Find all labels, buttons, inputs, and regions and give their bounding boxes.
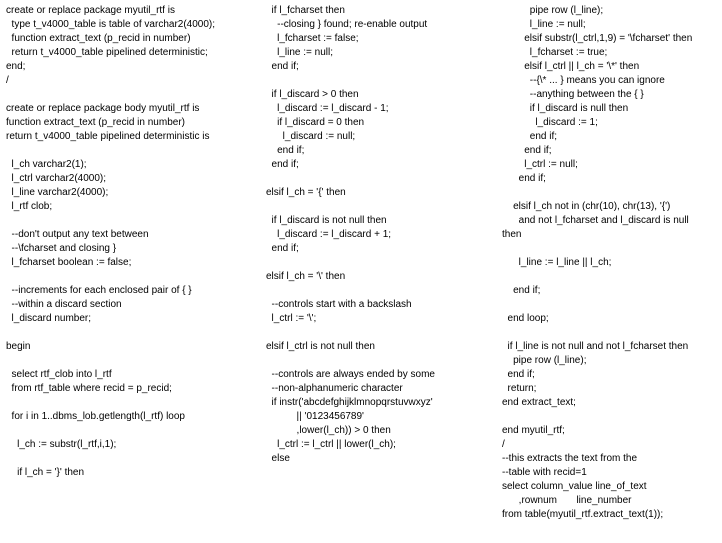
code-line: elsif substr(l_ctrl,1,9) = '\fcharset' then: [502, 33, 693, 44]
code-line: [502, 270, 720, 284]
code-line: ,rownum line_number: [502, 495, 632, 506]
code-line: l_ch := substr(l_rtf,i,1);: [6, 439, 117, 450]
code-column-2: [266, 4, 496, 466]
code-line: l_fcharset := true;: [502, 47, 608, 58]
code-line: if l_discard is null then: [502, 103, 629, 114]
code-line: [502, 410, 720, 424]
code-line: type t_v4000_table is table of varchar2(4000);: [6, 19, 216, 30]
code-line: and not l_fcharset and l_discard is null: [502, 215, 689, 226]
code-line: --don't output any text between: [6, 229, 149, 240]
code-line: [6, 326, 256, 340]
code-line: end loop;: [502, 313, 549, 324]
code-line: --this extracts the text from the: [502, 453, 638, 464]
code-line: return t_v4000_table pipelined deterministic is: [6, 131, 210, 142]
code-line: --increments for each enclosed pair of { }: [6, 285, 192, 296]
code-line: elsif l_ctrl || l_ch = '\*' then: [502, 61, 640, 72]
code-line: from table(myutil_rtf.extract_text(1));: [502, 509, 664, 520]
code-line: return t_v4000_table pipelined deterministic;: [6, 47, 208, 58]
code-line: return;: [502, 383, 537, 394]
code-line: /: [502, 439, 505, 450]
code-line: [6, 270, 256, 284]
code-line: --within a discard section: [6, 299, 122, 310]
code-line: l_discard := l_discard - 1;: [266, 103, 389, 114]
code-line: || '0123456789': [266, 411, 364, 422]
code-line: if l_line is not null and not l_fcharset then: [502, 341, 689, 352]
code-line: --\fcharset and closing }: [6, 243, 117, 254]
code-line: if l_fcharset then: [266, 5, 345, 16]
code-line: from rtf_table where recid = p_recid;: [6, 383, 172, 394]
code-line: [266, 256, 496, 270]
code-line: end extract_text;: [502, 397, 576, 408]
code-line: pipe row (l_line);: [502, 5, 604, 16]
code-line: [266, 326, 496, 340]
code-column-3: [502, 4, 720, 522]
code-line: [502, 242, 720, 256]
code-line: [6, 88, 256, 102]
code-line: l_discard := l_discard + 1;: [266, 229, 392, 240]
code-line: [6, 452, 256, 466]
code-line: end if;: [266, 243, 299, 254]
code-line: --{\* ... } means you can ignore: [502, 75, 665, 86]
code-line: [266, 284, 496, 298]
code-line: end if;: [266, 61, 299, 72]
code-line: [502, 326, 720, 340]
code-line: l_ctrl := '\';: [266, 313, 317, 324]
code-line: [266, 200, 496, 214]
code-line: l_ctrl := null;: [502, 159, 578, 170]
code-line: l_line := null;: [266, 47, 333, 58]
code-line: end if;: [502, 145, 552, 156]
code-line: end;: [6, 61, 26, 72]
code-line: [502, 186, 720, 200]
code-line: [266, 74, 496, 88]
code-line: end if;: [502, 369, 535, 380]
code-line: elsif l_ch = '\' then: [266, 271, 346, 282]
code-line: if l_discard > 0 then: [266, 89, 359, 100]
code-line: [6, 144, 256, 158]
code-line: end if;: [502, 173, 546, 184]
code-line: for i in 1..dbms_lob.getlength(l_rtf) loop: [6, 411, 185, 422]
code-line: if instr('abcdefghijklmnopqrstuvwxyz': [266, 397, 433, 408]
code-line: end if;: [502, 131, 558, 142]
code-line: function extract_text (p_recid in number): [6, 117, 185, 128]
code-line: end if;: [266, 159, 299, 170]
code-line: [6, 396, 256, 410]
code-line: [6, 214, 256, 228]
code-line: create or replace package body myutil_rtf is: [6, 103, 200, 114]
code-line: end if;: [266, 145, 305, 156]
code-line: if l_discard = 0 then: [266, 117, 365, 128]
code-line: pipe row (l_line);: [502, 355, 587, 366]
code-line: [502, 298, 720, 312]
code-line: [6, 424, 256, 438]
code-line: l_rtf clob;: [6, 201, 53, 212]
code-line: l_discard := null;: [266, 131, 356, 142]
code-line: create or replace package myutil_rtf is: [6, 5, 175, 16]
code-line: elsif l_ctrl is not null then: [266, 341, 375, 352]
code-line: else: [266, 453, 290, 464]
code-line: l_fcharset boolean := false;: [6, 257, 132, 268]
code-line: function extract_text (p_recid in number): [6, 33, 191, 44]
code-line: ,lower(l_ch)) > 0 then: [266, 425, 391, 436]
code-line: l_fcharset := false;: [266, 33, 359, 44]
code-line: --table with recid=1: [502, 467, 587, 478]
code-line: l_ctrl := l_ctrl || lower(l_ch);: [266, 439, 396, 450]
code-line: l_line varchar2(4000);: [6, 187, 109, 198]
code-line: --anything between the { }: [502, 89, 644, 100]
code-line: select column_value line_of_text: [502, 481, 647, 492]
code-line: /: [6, 75, 9, 86]
code-line: then: [502, 229, 522, 240]
code-line: l_line := null;: [502, 19, 586, 30]
code-line: if l_ch = '}' then: [6, 467, 85, 478]
code-line: l_ctrl varchar2(4000);: [6, 173, 107, 184]
code-line: l_discard := 1;: [502, 117, 598, 128]
code-line: --non-alphanumeric character: [266, 383, 403, 394]
code-line: end if;: [502, 285, 541, 296]
code-line: --closing } found; re-enable output: [266, 19, 428, 30]
code-line: [266, 354, 496, 368]
code-line: begin: [6, 341, 31, 352]
code-line: if l_discard is not null then: [266, 215, 387, 226]
code-line: elsif l_ch = '{' then: [266, 187, 346, 198]
code-line: l_line := l_line || l_ch;: [502, 257, 612, 268]
code-line: end myutil_rtf;: [502, 425, 565, 436]
code-line: select rtf_clob into l_rtf: [6, 369, 112, 380]
code-line: --controls start with a backslash: [266, 299, 412, 310]
code-column-1: [6, 4, 256, 480]
code-line: l_ch varchar2(1);: [6, 159, 87, 170]
code-line: elsif l_ch not in (chr(10), chr(13), '{'): [502, 201, 671, 212]
code-line: --controls are always ended by some: [266, 369, 435, 380]
code-line: [266, 172, 496, 186]
code-line: [6, 354, 256, 368]
code-line: l_discard number;: [6, 313, 92, 324]
